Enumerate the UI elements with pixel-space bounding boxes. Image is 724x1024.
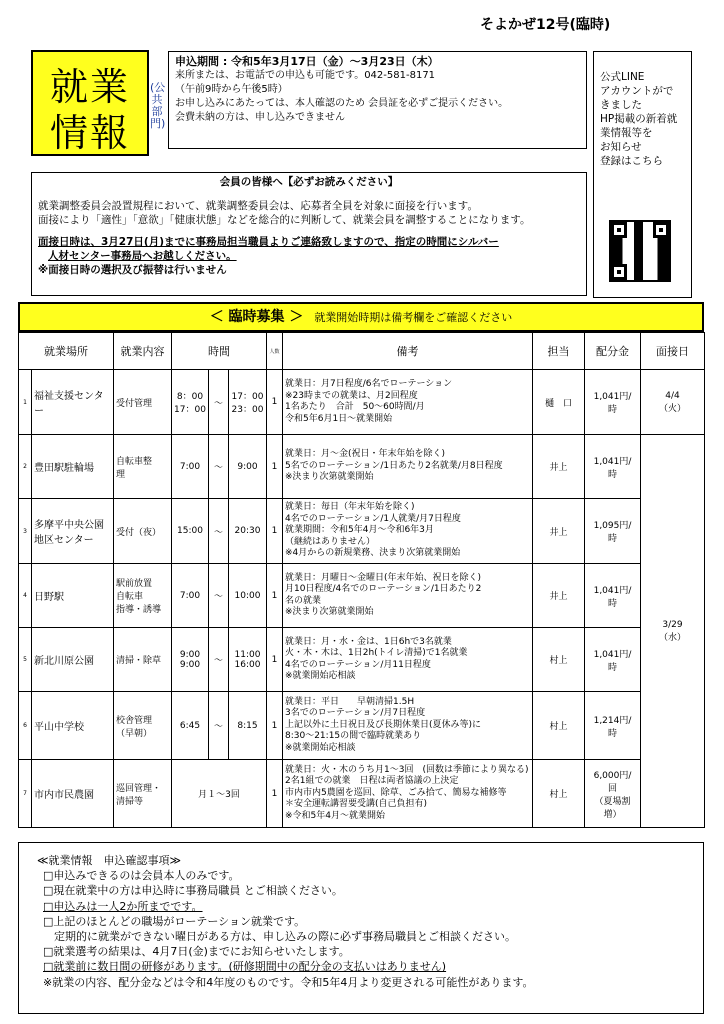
- confirm-item: □上記のほとんどの職場がローテーション就業です。: [43, 914, 306, 928]
- row-note: 就業日：月～金(祝日・年末年始を除く) 5名でのローテーション/1日あたり2名就業/月8日程度 ※決まり次第就業開始: [283, 435, 533, 499]
- row-place: 豊田駅駐輪場: [32, 435, 114, 499]
- row-start: 15:00: [172, 499, 209, 564]
- row-number: 7: [19, 760, 32, 828]
- table-header-row: [19, 333, 705, 370]
- confirm-item: □就業選考の結果は、4月7日(金)までにお知らせいたします。: [43, 945, 350, 959]
- row-end: 8:15: [229, 692, 267, 760]
- title-line1: 就業: [49, 65, 130, 109]
- jobs-table: [18, 332, 705, 828]
- confirm-item: □就業前に数日間の研修があります。(研修期間中の配分金の支払いはありません): [43, 960, 447, 974]
- row-start: 7:00: [172, 564, 209, 628]
- apply-period: 申込期間 : 令和5年3月17日（金）～3月23日（木）: [175, 55, 439, 68]
- row-place: 平山中学校: [32, 692, 114, 760]
- qr-corner: [653, 222, 669, 238]
- row-tilde: ～: [209, 435, 229, 499]
- notice-paragraph: 就業調整委員会設置規程において、就業調整委員会は、応募者全員を対象に面接を行います。: [38, 200, 478, 212]
- line-text: 業情報等を: [600, 127, 653, 139]
- line-text: お知らせ: [600, 141, 642, 153]
- table-row: [19, 692, 705, 760]
- issue-label: そよかぜ12号(臨時): [480, 17, 611, 33]
- confirm-item: □申込みできるのは会員本人のみです。: [43, 869, 240, 883]
- row-end: 17：00 23：00: [229, 370, 267, 435]
- header-staff: 担当: [533, 333, 585, 370]
- row-staff: 井上: [533, 564, 585, 628]
- row-staff: 井上: [533, 499, 585, 564]
- confirm-item: 定期的に就業ができない曜日がある方は、申し込みの際に必ず事務局職員とご相談ください。: [43, 930, 516, 944]
- row-content: 清掃・除草: [114, 628, 172, 692]
- row-place: 日野駅: [32, 564, 114, 628]
- row-count: 1: [267, 370, 283, 435]
- line-text: アカウントがで: [600, 85, 674, 97]
- title-box: [31, 50, 149, 156]
- row-pay: 1,214円/ 時: [585, 692, 641, 760]
- row-start: 7:00: [172, 435, 209, 499]
- row-note: 就業日：毎日（年末年始を除く) 4名でのローテーション/1人就業/月7日程度 就業期間：令和5年4月～令和6年3月 （継続はありません） ※4月からの新規業務、決まり次第就業開始: [283, 499, 533, 564]
- row-number: 2: [19, 435, 32, 499]
- row-note: 就業日：月7日程度/6名でローテーション ※23時までの就業は、月2回程度 1名あたり 合計 50～60時間/月 令和5年6月1日～就業開始: [283, 370, 533, 435]
- row-pay: 1,041円/ 時: [585, 435, 641, 499]
- row-count: 1: [267, 628, 283, 692]
- row-number: 1: [19, 370, 32, 435]
- apply-line: 来所または、お電話での申込も可能です。042-581-8171: [175, 70, 436, 81]
- row-start: 6:45: [172, 692, 209, 760]
- row-note: 就業日：平日 早朝清掃1.5H 3名でのローテーション/月7日程度 上記以外に土日祝日及び長期休業日(夏休み等)に 8:30～21:15の間で臨時就業あり ※就業開始応相談: [283, 692, 533, 760]
- header-time: 時間: [172, 333, 267, 370]
- row-number: 3: [19, 499, 32, 564]
- line-info-box: [593, 51, 692, 298]
- apply-box: [168, 51, 587, 149]
- row-place: 多摩平中央公園 地区センター: [32, 499, 114, 564]
- row-tilde: ～: [209, 370, 229, 435]
- row-place: 福祉支援センター: [32, 370, 114, 435]
- row-note: 就業日：火・木のうち月1～3回 (回数は季節により異なる) 2名1組での就業 日程は両者協議の上決定 市内市内5農園を巡回、除草、ごみ拾て、簡易な補修等 ＊安全運転講習要受講(自己負担有) ※令和5年4月～就業開始: [283, 760, 533, 828]
- row-staff: 井上: [533, 435, 585, 499]
- line-text: 公式LINE: [600, 71, 645, 83]
- header-content: 就業内容: [114, 333, 172, 370]
- row-pay: 1,041円/ 時: [585, 370, 641, 435]
- row-staff: 樋 口: [533, 370, 585, 435]
- confirm-item: □申込みは一人2か所までです。: [43, 899, 203, 913]
- apply-line: お申し込みにあたっては、本人確認のため 会員証を必ずご提示ください。: [175, 98, 509, 109]
- line-text: 登録はこちら: [600, 155, 663, 167]
- notice-interview: 人材センター事務局へお越しください。: [48, 250, 237, 262]
- row-place: 市内市民農園: [32, 760, 114, 828]
- row-place: 新北川原公園: [32, 628, 114, 692]
- row-end: 20:30: [229, 499, 267, 564]
- table-row: [19, 435, 705, 499]
- row-number: 6: [19, 692, 32, 760]
- header-place: 就業場所: [19, 333, 114, 370]
- row-tilde: ～: [209, 692, 229, 760]
- row-tilde: ～: [209, 564, 229, 628]
- row-count: 1: [267, 564, 283, 628]
- row-time: 月１～3回: [172, 760, 267, 828]
- row-tilde: ～: [209, 499, 229, 564]
- confirm-item: □現在就業中の方は申込時に事務局職員 とご相談ください。: [43, 884, 343, 898]
- row-content: 自転車整 理: [114, 435, 172, 499]
- row-note: 就業日：月曜日～金曜日(年末年始、祝日を除く) 月10日程度/4名でのローテーション/1日あたり2 名の就業 ※決まり次第就業開始: [283, 564, 533, 628]
- table-row: [19, 499, 705, 564]
- row-interview: 3/29 （水）: [641, 435, 705, 828]
- header-interview: 面接日: [641, 333, 705, 370]
- notice-heading: 会員の皆様へ【必ずお読みください】: [219, 176, 399, 188]
- row-interview: 4/4 （火）: [641, 370, 705, 435]
- row-note: 就業日：月・水・金は、1日6hで3名就業 火・木・木は、1日2h(トイレ清掃)で1名就業 4名でのローテーション/月11日程度 ※就業開始応相談: [283, 628, 533, 692]
- header-count: 人数: [267, 333, 283, 370]
- header-note: 備考: [283, 333, 533, 370]
- line-text: HP掲載の新着就: [600, 113, 678, 125]
- notice-paragraph: 面接により「適性」「意欲」「健康状態」などを総合的に判断して、就業会員を調整することになります。: [38, 214, 531, 226]
- row-number: 4: [19, 564, 32, 628]
- row-content: 受付（夜）: [114, 499, 172, 564]
- qr-code-icon[interactable]: [609, 220, 671, 282]
- row-pay: 6,000円/ 回 （夏場割 増）: [585, 760, 641, 828]
- row-content: 受付管理: [114, 370, 172, 435]
- row-pay: 1,041円/ 時: [585, 564, 641, 628]
- recruit-banner: [18, 302, 704, 332]
- apply-line: 会費未納の方は、申し込みできません: [175, 112, 345, 123]
- line-text: きました: [600, 99, 642, 111]
- table-row: [19, 628, 705, 692]
- row-pay: 1,041円/ 時: [585, 628, 641, 692]
- row-count: 1: [267, 692, 283, 760]
- row-start: 9:00 9:00: [172, 628, 209, 692]
- header-pay: 配分金: [585, 333, 641, 370]
- table-row: [19, 564, 705, 628]
- row-end: 9:00: [229, 435, 267, 499]
- row-content: 駅前放置 自転車 指導・誘導: [114, 564, 172, 628]
- notice-box: [31, 172, 587, 296]
- row-count: 1: [267, 499, 283, 564]
- row-tilde: ～: [209, 628, 229, 692]
- confirm-box: [18, 842, 704, 1014]
- notice-note: ※面接日時の選択及び振替は行いません: [38, 264, 227, 276]
- banner-sub: 就業開始時期は備考欄をご確認ください: [314, 311, 513, 324]
- row-count: 1: [267, 435, 283, 499]
- row-content: 巡回管理・ 清掃等: [114, 760, 172, 828]
- notice-interview: 面接日時は、3月27日(月)までに事務局担当職員よりご連絡致しますので、指定の時間にシルバー: [38, 236, 499, 248]
- row-end: 11:00 16:00: [229, 628, 267, 692]
- row-number: 5: [19, 628, 32, 692]
- row-count: 1: [267, 760, 283, 828]
- row-start: 8：00 17：00: [172, 370, 209, 435]
- title-line2: 情報: [49, 111, 130, 155]
- row-content: 校舎管理 （早朝）: [114, 692, 172, 760]
- row-end: 10:00: [229, 564, 267, 628]
- qr-corner: [611, 222, 627, 238]
- row-staff: 村上: [533, 760, 585, 828]
- confirm-title: ≪就業情報 申込確認事項≫: [37, 854, 182, 867]
- qr-corner: [611, 264, 627, 280]
- row-pay: 1,095円/ 時: [585, 499, 641, 564]
- confirm-item: ※就業の内容、配分金などは令和4年度のものです。令和5年4月より変更される可能性があります。: [43, 975, 534, 989]
- apply-line: （午前9時から午後5時）: [175, 84, 288, 95]
- banner-title: ＜ 臨時募集 ＞: [209, 309, 304, 325]
- title-sub: (公共部門): [150, 81, 166, 130]
- table-row: [19, 370, 705, 435]
- row-staff: 村上: [533, 692, 585, 760]
- table-row: [19, 760, 705, 828]
- row-staff: 村上: [533, 628, 585, 692]
